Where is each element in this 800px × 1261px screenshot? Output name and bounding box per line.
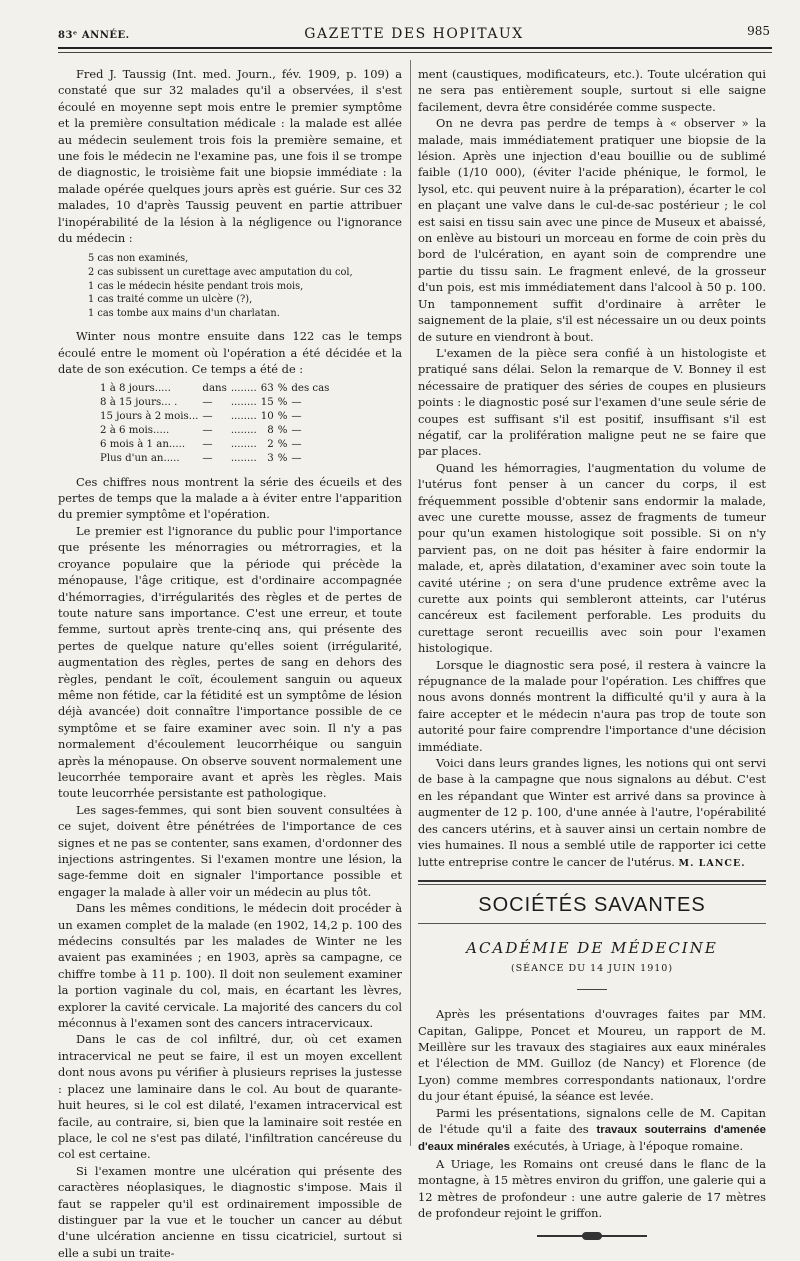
paragraph: Fred J. Taussig (Int. med. Journ., fév. 1909, p. 109) a constaté que sur 32 malades qu'il a observées, il s'est écoulé en moyenne sept mois entre le premier symptôme et la première consultation médicale : la malade est allée au médecin seulement trois fois la première semaine, et une fois le médecin ne l'examine pas, une fois il se trompe de diagnostic, le troisième fait une biopsie immédiate : la malade opérée quelques jours après est guérie. Sur ces 32 malades, 10 d'après Taussig peuvent en partie attribuer l'inopérabilité de la lésion à la négligence ou l'ignorance du médecin :	[58, 67, 402, 246]
delay-note: —	[291, 410, 302, 422]
page-header	[58, 22, 770, 46]
column-divider	[410, 60, 411, 1146]
paragraph: Lorsque le diagnostic sera posé, il restera à vaincre la répugnance de la malade pour l'opération. Les chiffres que nous avons donnés montrent la difficulté qu'il y aura à la faire accepter et le médecin n'aura pas trop de toute son autorité pour faire comprendre l'importance d'une décision immédiate.	[418, 657, 766, 754]
delay-pct: 3	[267, 452, 274, 464]
paragraph	[418, 755, 766, 872]
section-title: SOCIÉTÉS SAVANTES	[478, 893, 706, 916]
delay-word: —	[202, 438, 213, 450]
page-number: 985	[747, 24, 770, 38]
paragraph: On ne devra pas perdre de temps à « observer » la malade, mais immédiatement pratiquer une biopsie de la lésion. Après une injection d'eau bouillie ou de sublimé faible (1/10 000), (éviter l'acide phénique, le formol, le lysol, etc. qui peuvent nuire à la préparation), écarter le col en plaçant une valve dans le cul-de-sac postérieur ; le col est saisi en tissu sain avec une pince de Museux et abaissé, on enlève au bistouri un morceau en forme de coin près du bord de l'ulcération, en ayant soin de comprendre une partie du tissu sain. Le fragment enlevé, de la grosseur d'un pois, est mis immédiatement dans l'alcool à 50 p. 100. Un tamponnement suffit d'ordinaire à arrêter le saignement de la plaie, s'il est nécessaire un ou deux points de suture en viendront à bout.	[418, 116, 766, 344]
delay-word: —	[202, 410, 213, 422]
case-item: 1 cas le médecin hésite pendant trois mois,	[88, 280, 304, 292]
end-ornament	[537, 1235, 647, 1237]
paragraph: Ces chiffres nous montrent la série des écueils et des pertes de temps que la malade a à éviter entre l'apparition du premier symptôme et l'opération.	[58, 474, 402, 522]
paragraph: Après les présentations d'ouvrages faites par MM. Capitan, Galippe, Poncet et Moureu, un rapport de M. Meillère sur les travaux des stagiaires aux eaux minérales et l'élection de MM. Guilloz (de Nancy) et Florence (de Lyon) comme membres correspondants nationaux, l'ordre du jour étant épuisé, la séance est levée.	[418, 1007, 766, 1104]
case-item: 2 cas subissent un curettage avec amputation du col,	[88, 267, 353, 279]
paragraph	[418, 1105, 766, 1156]
paragraph-text: exécutés, à Uriage, à l'époque romaine.	[513, 1139, 744, 1154]
short-divider	[577, 989, 607, 990]
delay-word: —	[202, 452, 213, 464]
table-row	[100, 438, 333, 452]
bold-phrase: travaux souterrains d'amenée d'eaux minérales	[418, 1123, 767, 1154]
paragraph: L'examen de la pièce sera confié à un histologiste et pratiqué sans délai. Selon la remarque de V. Bonney il est nécessaire de pratiquer des séries de coupes en plusieurs points : le diagnostic posé sur l'examen d'une seule série de coupes est suffisant s'il est positif, insuffisant s'il est négatif, car la prolifération maligne peut ne se faire que par places.	[418, 345, 766, 459]
delay-word: —	[202, 424, 213, 436]
paragraph: Winter nous montre ensuite dans 122 cas le temps écoulé entre le moment où l'opération a été décidée et la date de son exécution. Ce temps a été de :	[58, 329, 402, 377]
case-item: 1 cas tombe aux mains d'un charlatan.	[88, 307, 280, 319]
delay-table	[100, 382, 333, 466]
delay-note: —	[291, 424, 302, 436]
delay-period: 1 à 8 jours.....	[100, 382, 171, 394]
paragraph: Dans le cas de col infiltré, dur, où cet examen intracervical ne peut se faire, il est un moyen excellent dont nous avons pu vérifier à plusieurs reprises la justesse : placez une laminaire dans le col. Au bout de quarante-huit heures, si le col est dilaté, l'examen intracervical est facile, au contraire, si, bien que la laminaire soit restée en place, le col ne s'est pas dilaté, l'infiltration cancéreuse du col est certaine.	[58, 1032, 402, 1162]
case-item: 5 cas non examinés,	[88, 253, 189, 265]
delay-note: des cas	[291, 382, 330, 394]
paragraph-text: Parmi les présentations, signalons celle de M. Capitan de l'étude qu'il a faite des	[418, 1105, 766, 1136]
delay-dots: ........	[230, 452, 257, 464]
delay-unit: %	[277, 410, 288, 422]
delay-pct: 2	[267, 438, 274, 450]
delay-pct: 15	[260, 396, 274, 408]
section-rule	[418, 880, 766, 882]
delay-note: —	[291, 438, 302, 450]
delay-word: dans	[202, 382, 227, 394]
paragraph: Les sages-femmes, qui sont bien souvent consultées à ce sujet, doivent être pénétrées de l'importance de ces signes et ne pas se contenter, sans examen, d'ordonner des injections astringentes. Si l'examen montre une lésion, la sage-femme doit en signaler l'importance possible et engager la malade à aller voir un médecin au plus tôt.	[58, 802, 402, 899]
delay-dots: ........	[230, 410, 257, 422]
header-rule-thick	[58, 47, 772, 49]
delay-note: —	[291, 452, 302, 464]
left-column	[58, 66, 402, 1261]
section-rule	[418, 884, 766, 885]
delay-word: —	[202, 396, 213, 408]
delay-dots: ........	[230, 396, 257, 408]
paragraph: Le premier est l'ignorance du public pour l'importance que présente les ménorragies ou métrorragies, et la croyance populaire que la période qui précède la ménopause, l'âge critique, est d'ordinaire accompagnée d'hémorragies, d'irrégularités des règles et de pertes de toute nature sans importance. C'est une erreur, et toute femme, surtout après trente-cinq ans, qui présente des pertes de quelque nature qu'elles soient (irrégularité, augmentation des règles, pertes de sang en dehors des règles, pendant le coït, écoulement sanguin ou aqueux même non fétide, car la fétidité est un symptôme de lésion déjà avancée) doit connaître l'importance possible de ce symptôme et se faire examiner avec soin. Il n'y a pas normalement d'écoulement leucorrhéique ou sanguin après la ménopause. On observe souvent normalement une leucorrhée temporaire avant et après les règles. Mais toute leucorrhée persistante est pathologique.	[58, 523, 402, 801]
case-list	[88, 252, 402, 320]
paragraph: A Uriage, les Romains ont creusé dans le flanc de la montagne, à 15 mètres environ du griffon, une galerie qui a 12 mètres de profondeur : une autre galerie de 17 mètres de profondeur rejoint le griffon.	[418, 1156, 766, 1220]
delay-period: 8 à 15 jours... .	[100, 396, 178, 408]
delay-unit: %	[277, 396, 288, 408]
delay-unit: %	[277, 438, 288, 450]
delay-dots: ........	[230, 382, 257, 394]
author-signature: M. LANCE.	[678, 857, 746, 869]
table-row	[100, 396, 333, 410]
delay-period: 15 jours à 2 mois...	[100, 410, 199, 422]
delay-period: Plus d'un an.....	[100, 452, 180, 464]
delay-period: 2 à 6 mois.....	[100, 424, 170, 436]
paragraph: Dans les mêmes conditions, le médecin doit procéder à un examen complet de la malade (en 1902, 14,2 p. 100 des médecins consultés par les malades de Winter ne les avaient pas examinées ; en 1903, après sa campagne, ce chiffre tombe à 11 p. 100). Il doit non seulement examiner la portion vaginale du col, mais, en écartant les lèvres, explorer la cavité cervicale. La majorité des cancers du col méconnus à l'examen sont des cancers intracervicaux.	[58, 901, 402, 1031]
table-row	[100, 410, 333, 424]
paragraph: ment (caustiques, modificateurs, etc.). Toute ulcération qui ne sera pas entièrement souple, surtout si elle saigne facilement, devra être considérée comme suspecte.	[418, 67, 766, 114]
paragraph-text: Voici dans leurs grandes lignes, les notions qui ont servi de base à la campagne que nous signalons au début. C'est en les répandant que Winter est arrivé dans sa province à augmenter de 12 p. 100, d'une année à l'autre, l'opérabilité des cancers utérins, et à sauver ainsi un certain nombre de vies humaines. Il nous a semblé utile de rapporter ici cette lutte entreprise contre le cancer de l'utérus.	[418, 756, 766, 869]
journal-title: GAZETTE DES HOPITAUX	[304, 26, 524, 42]
delay-unit: %	[277, 424, 288, 436]
table-row	[100, 424, 333, 438]
table-row	[100, 452, 333, 466]
paragraph: Quand les hémorragies, l'augmentation du volume de l'utérus font penser à un cancer du corps, il est fréquemment possible d'obtenir sans endormir la malade, avec une curette mousse, assez de fragments de tumeur pour qu'un examen histologique soit possible. Si on n'y parvient pas, on ne doit pas hésiter à faire endormir la malade, et, après dilatation, d'examiner avec soin toute la cavité utérine ; on sera d'une prudence extrême avec la curette aux points qui sembleront atteints, car l'utérus cancéreux est facilement perforable. Les produits du curettage seront recueillis avec soin pour l'examen histologique.	[418, 460, 766, 656]
case-item: 1 cas traité comme un ulcère (?),	[88, 294, 253, 306]
section-rule	[418, 923, 766, 924]
issue-year: 83ᵉ ANNÉE.	[58, 30, 130, 41]
right-column	[418, 66, 766, 1237]
table-row	[100, 382, 333, 396]
delay-unit: %	[277, 382, 288, 394]
academy-heading: ACADÉMIE DE MÉDECINE	[466, 939, 718, 958]
delay-pct: 10	[260, 410, 274, 422]
header-rule-thin	[58, 52, 772, 53]
delay-pct: 8	[267, 424, 274, 436]
session-date: (SÉANCE DU 14 JUIN 1910)	[510, 962, 674, 974]
paragraph: Si l'examen montre une ulcération qui présente des caractères néoplasiques, le diagnostic s'impose. Mais il faut se rappeler qu'il est ordinairement impossible de distinguer par la vue et le toucher un cancer au début d'une ulcération ancienne en tissu cicatriciel, surtout si elle a subi un traite-	[58, 1163, 402, 1260]
delay-period: 6 mois à 1 an.....	[100, 438, 186, 450]
delay-dots: ........	[230, 424, 257, 436]
delay-pct: 63	[260, 382, 274, 394]
delay-dots: ........	[230, 438, 257, 450]
delay-unit: %	[277, 452, 288, 464]
delay-note: —	[291, 396, 302, 408]
